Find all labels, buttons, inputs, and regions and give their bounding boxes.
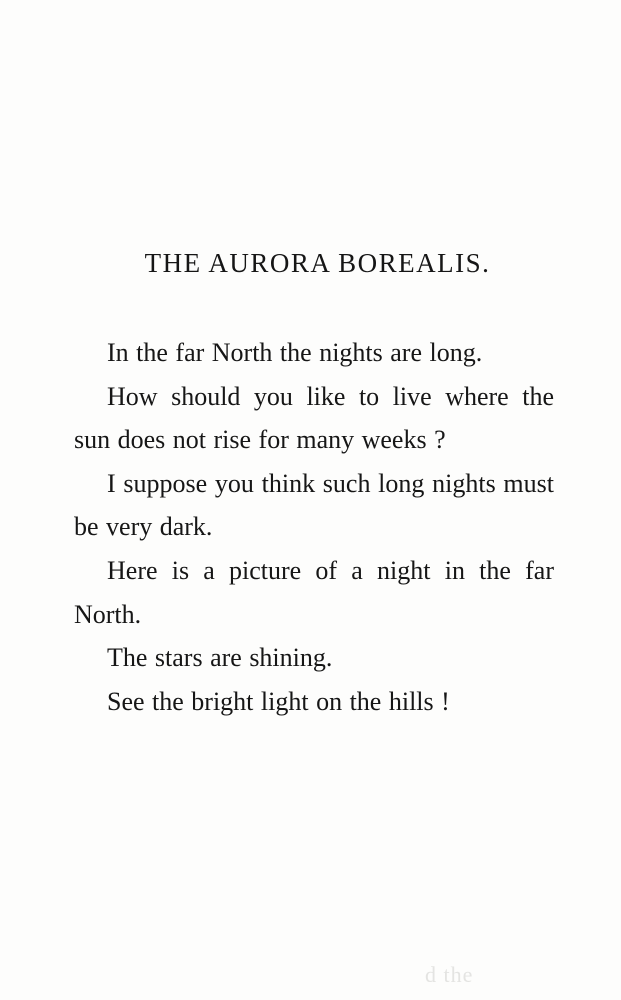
paragraph-4: Here is a picture of a night in the far North.: [74, 555, 554, 629]
paragraph-5: The stars are shining.: [107, 643, 333, 673]
page-body: [74, 331, 554, 723]
paragraph-3: I suppose you think such long nights must be very dark.: [74, 468, 554, 542]
paragraph-6: See the bright light on the hills !: [107, 686, 450, 716]
bleed-through-text: d the: [425, 962, 474, 987]
paragraph-1: In the far North the nights are long.: [107, 338, 483, 367]
page-title: THE AURORA BOREALIS.: [144, 248, 491, 278]
paragraph-2: How should you like to live where the sun does not rise for many weeks ?: [74, 381, 554, 455]
